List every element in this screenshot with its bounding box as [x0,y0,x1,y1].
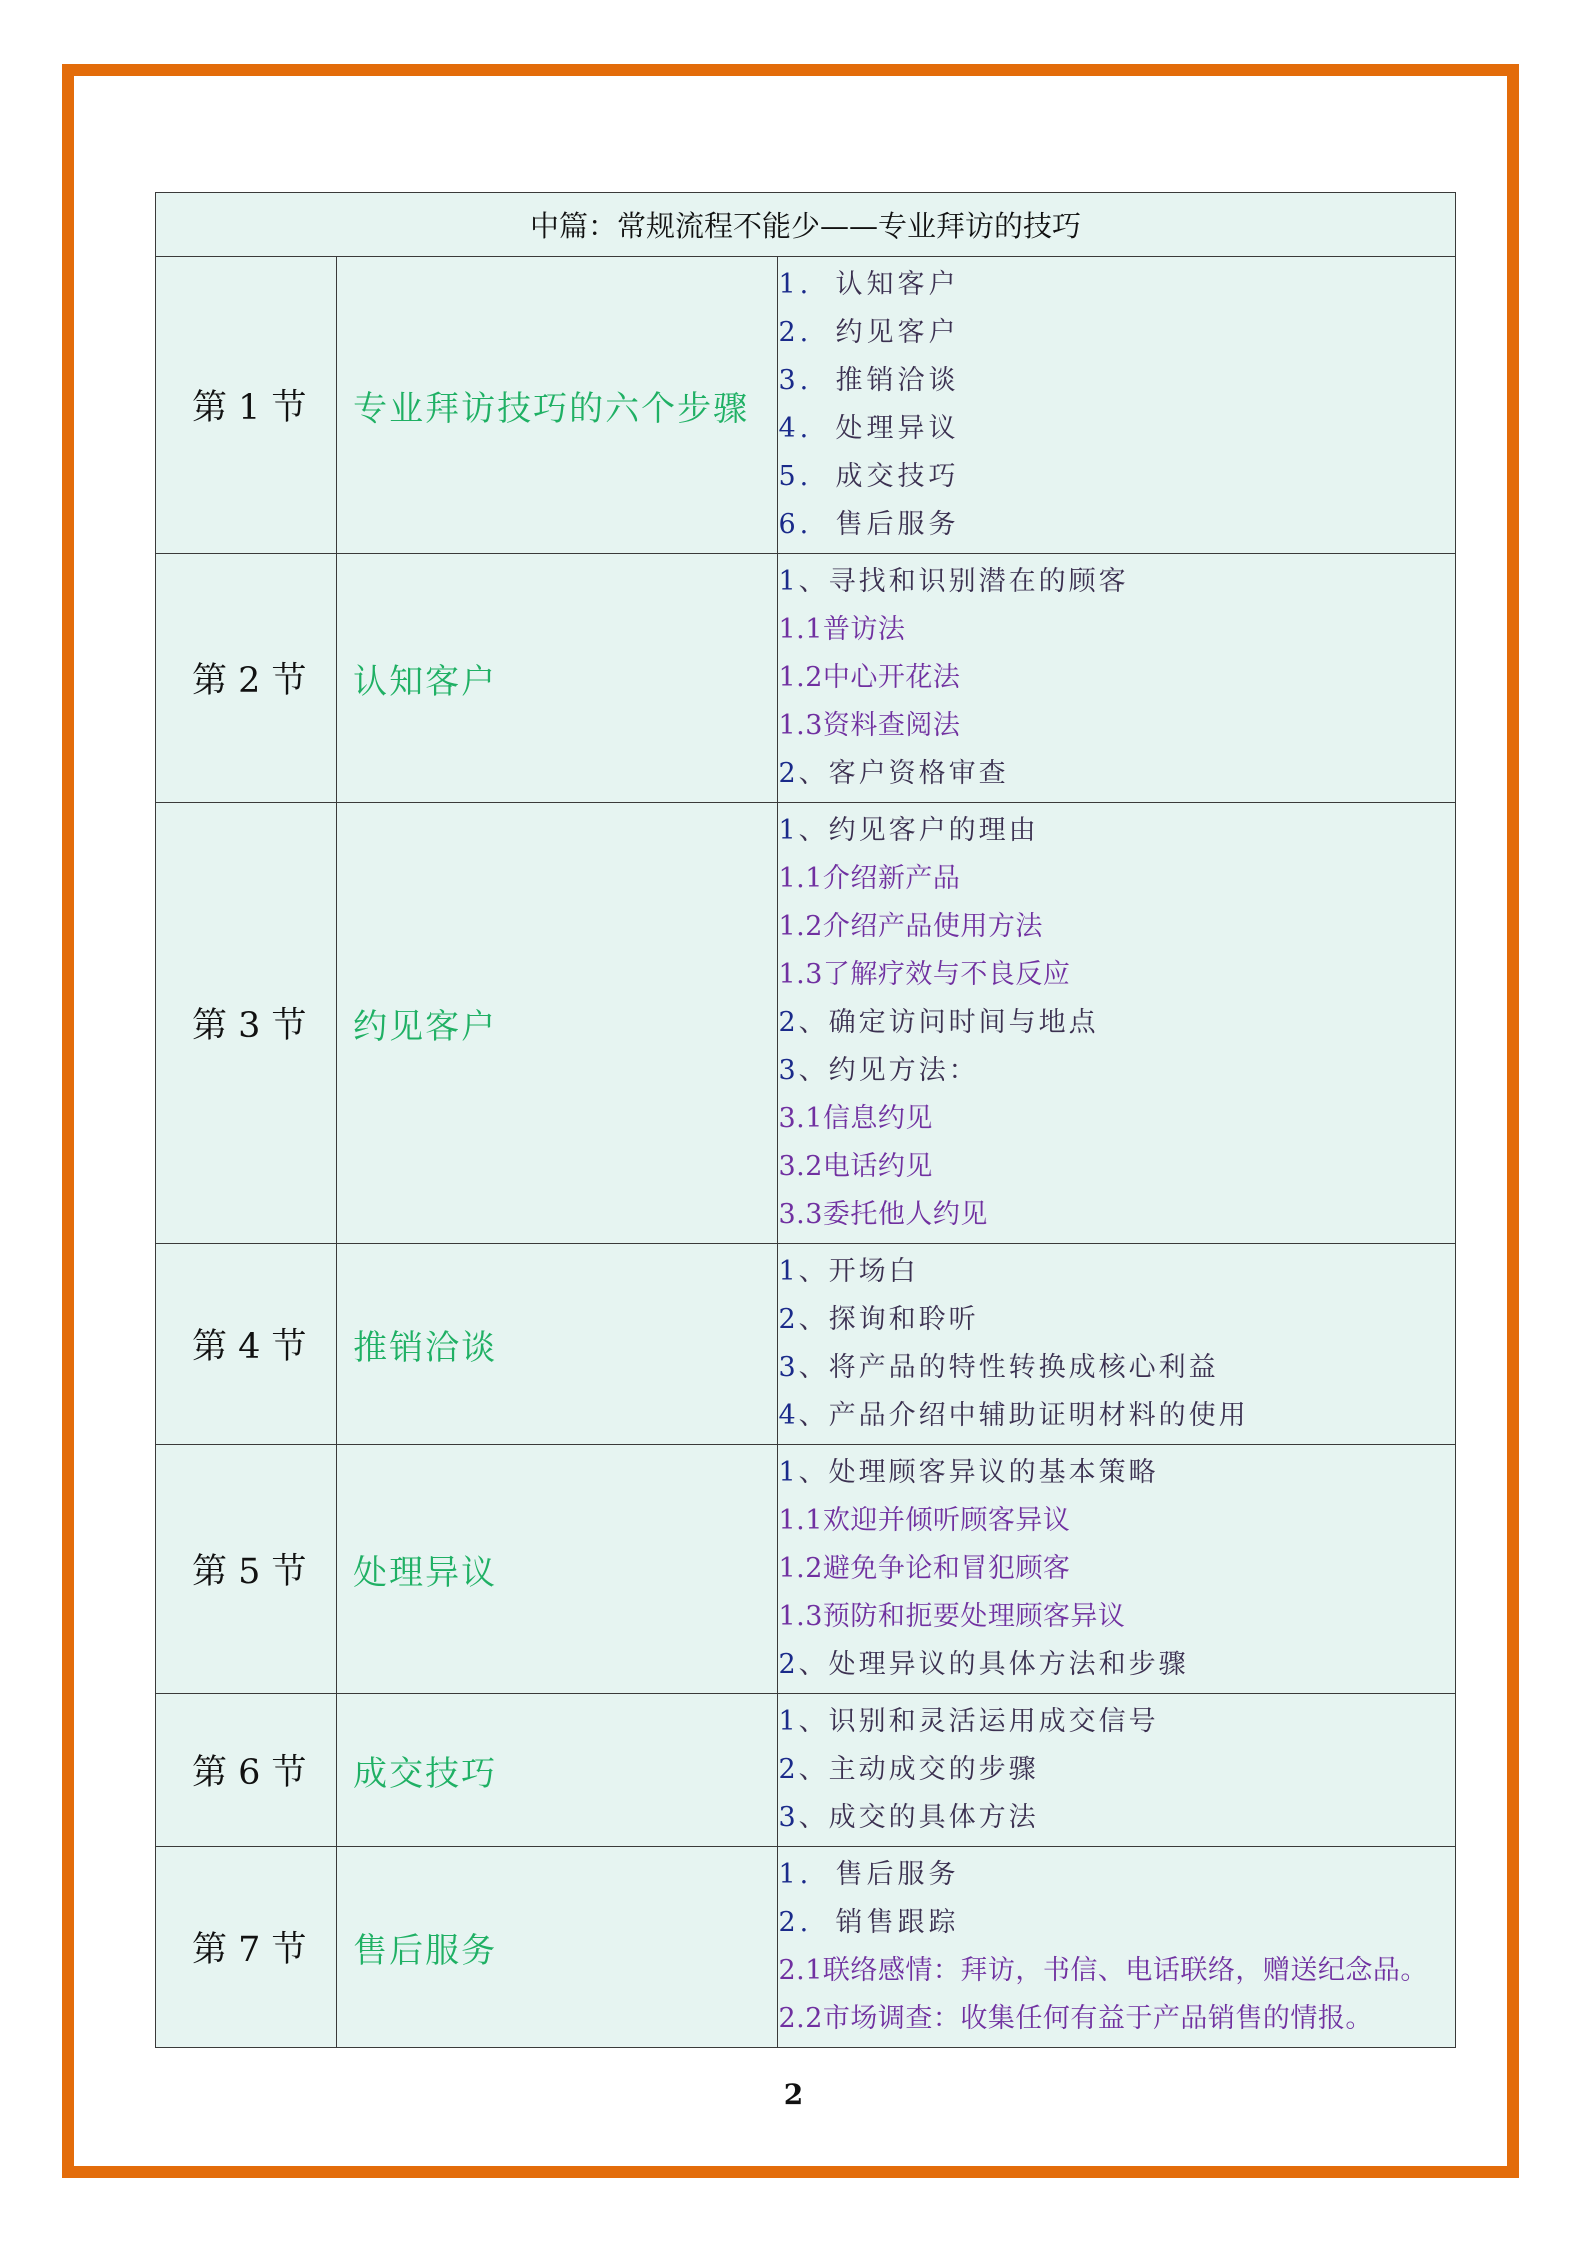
item-number: 6. [778,509,813,540]
item-number: 1.3 [778,1601,823,1632]
section-row [156,1244,1456,1445]
outline-table [155,192,1456,2048]
item-text: 市场调查：收集任何有益于产品销售的情报。 [822,2003,1373,2034]
list-item [778,606,1455,654]
list-item [778,654,1455,702]
item-number: 2. [778,317,813,348]
item-text: 、处理异议的具体方法和步骤 [798,1649,1189,1680]
section-items [778,1244,1456,1445]
list-item [778,1995,1455,2043]
list-item [778,261,1455,309]
list-item [778,903,1455,951]
item-number: 1. [778,1859,813,1890]
section-items [778,257,1456,554]
list-item [778,999,1455,1047]
list-item [778,453,1455,501]
list-item [778,1497,1455,1545]
item-number: 1. [778,269,813,300]
list-item [778,501,1455,549]
item-number: 3.1 [778,1103,823,1134]
item-text: 资料查阅法 [822,710,961,741]
list-item [778,309,1455,357]
section-topic: 推销洽谈 [337,1244,778,1445]
item-text: 、探询和聆听 [798,1304,979,1335]
item-number: 1.3 [778,710,823,741]
section-topic: 售后服务 [337,1847,778,2048]
item-number: 1 [778,1256,799,1287]
section-row [156,1694,1456,1847]
list-item [778,750,1455,798]
item-number: 1.1 [778,863,823,894]
item-number: 2.2 [778,2003,823,2034]
section-label: 第 7 节 [156,1847,337,2048]
item-number: 2 [778,1754,799,1785]
item-number: 3.3 [778,1199,823,1230]
section-label: 第 3 节 [156,803,337,1244]
item-text: 、寻找和识别潜在的顾客 [798,566,1129,597]
section-row [156,257,1456,554]
item-text: 、将产品的特性转换成核心利益 [798,1352,1219,1383]
list-item [778,405,1455,453]
table-title-row [156,193,1456,257]
section-label: 第 5 节 [156,1445,337,1694]
list-item [778,1851,1455,1899]
item-text: 、主动成交的步骤 [798,1754,1039,1785]
item-text: 售后服务 [835,1859,960,1890]
item-number: 2 [778,1649,799,1680]
item-text: 、客户资格审查 [798,758,1009,789]
list-item [778,1047,1455,1095]
item-text: 、产品介绍中辅助证明材料的使用 [798,1400,1249,1431]
list-item [778,951,1455,999]
item-text: 、约见客户的理由 [798,815,1039,846]
section-label: 第 1 节 [156,257,337,554]
page-number: 2 [783,2078,804,2111]
item-text: 介绍新产品 [822,863,961,894]
item-text: 避免争论和冒犯顾客 [822,1553,1071,1584]
item-number: 2 [778,1007,799,1038]
section-label: 第 2 节 [156,554,337,803]
item-text: 了解疗效与不良反应 [822,959,1071,990]
section-row [156,1445,1456,1694]
list-item [778,1392,1455,1440]
list-item [778,1899,1455,1947]
item-number: 3 [778,1055,799,1086]
item-number: 2 [778,1304,799,1335]
section-label: 第 6 节 [156,1694,337,1847]
item-number: 4 [778,1400,799,1431]
item-number: 3. [778,365,813,396]
item-number: 3 [778,1352,799,1383]
item-text: 售后服务 [835,509,960,540]
item-number: 5. [778,461,813,492]
section-row [156,1847,1456,2048]
item-number: 4. [778,413,813,444]
section-label: 第 4 节 [156,1244,337,1445]
list-item [778,1095,1455,1143]
section-topic: 专业拜访技巧的六个步骤 [337,257,778,554]
item-text: 中心开花法 [822,662,961,693]
section-items [778,554,1456,803]
item-number: 1 [778,815,799,846]
item-text: 、处理顾客异议的基本策略 [798,1457,1159,1488]
item-text: 、成交的具体方法 [798,1802,1039,1833]
item-text: 、约见方法： [798,1055,979,1086]
table-title: 中篇：常规流程不能少——专业拜访的技巧 [156,193,1456,257]
list-item [778,1641,1455,1689]
item-text: 联络感情：拜访，书信、电话联络，赠送纪念品。 [822,1955,1428,1986]
item-number: 2 [778,758,799,789]
list-item [778,807,1455,855]
item-text: 约见客户 [835,317,960,348]
item-number: 1.1 [778,614,823,645]
item-number: 1.2 [778,1553,823,1584]
item-number: 1 [778,1457,799,1488]
section-topic: 约见客户 [337,803,778,1244]
section-topic: 认知客户 [337,554,778,803]
list-item [778,1698,1455,1746]
list-item [778,558,1455,606]
item-text: 委托他人约见 [822,1199,988,1230]
section-items [778,1445,1456,1694]
item-text: 推销洽谈 [835,365,960,396]
item-text: 成交技巧 [835,461,960,492]
item-text: 电话约见 [822,1151,933,1182]
item-text: 、确定访问时间与地点 [798,1007,1099,1038]
item-text: 预防和扼要处理顾客异议 [822,1601,1126,1632]
section-row [156,554,1456,803]
item-text: 、识别和灵活运用成交信号 [798,1706,1159,1737]
list-item [778,855,1455,903]
item-number: 1.3 [778,959,823,990]
item-text: 普访法 [822,614,906,645]
item-number: 1.2 [778,662,823,693]
item-number: 1 [778,1706,799,1737]
list-item [778,1296,1455,1344]
item-number: 2. [778,1907,813,1938]
item-number: 1.1 [778,1505,823,1536]
item-text: 销售跟踪 [835,1907,960,1938]
list-item [778,1248,1455,1296]
list-item [778,1545,1455,1593]
section-items [778,803,1456,1244]
list-item [778,357,1455,405]
section-topic: 成交技巧 [337,1694,778,1847]
list-item [778,1593,1455,1641]
section-items [778,1694,1456,1847]
item-text: 处理异议 [835,413,960,444]
section-row [156,803,1456,1244]
list-item [778,1794,1455,1842]
item-text: 信息约见 [822,1103,933,1134]
item-number: 2.1 [778,1955,823,1986]
list-item [778,1746,1455,1794]
list-item [778,1143,1455,1191]
list-item [778,702,1455,750]
item-number: 3.2 [778,1151,823,1182]
list-item [778,1344,1455,1392]
item-text: 介绍产品使用方法 [822,911,1043,942]
item-number: 1.2 [778,911,823,942]
list-item [778,1947,1455,1995]
item-text: 欢迎并倾听顾客异议 [822,1505,1071,1536]
section-items [778,1847,1456,2048]
section-topic: 处理异议 [337,1445,778,1694]
list-item [778,1191,1455,1239]
item-text: 认知客户 [835,269,960,300]
item-number: 3 [778,1802,799,1833]
item-text: 、开场白 [798,1256,919,1287]
item-number: 1 [778,566,799,597]
list-item [778,1449,1455,1497]
